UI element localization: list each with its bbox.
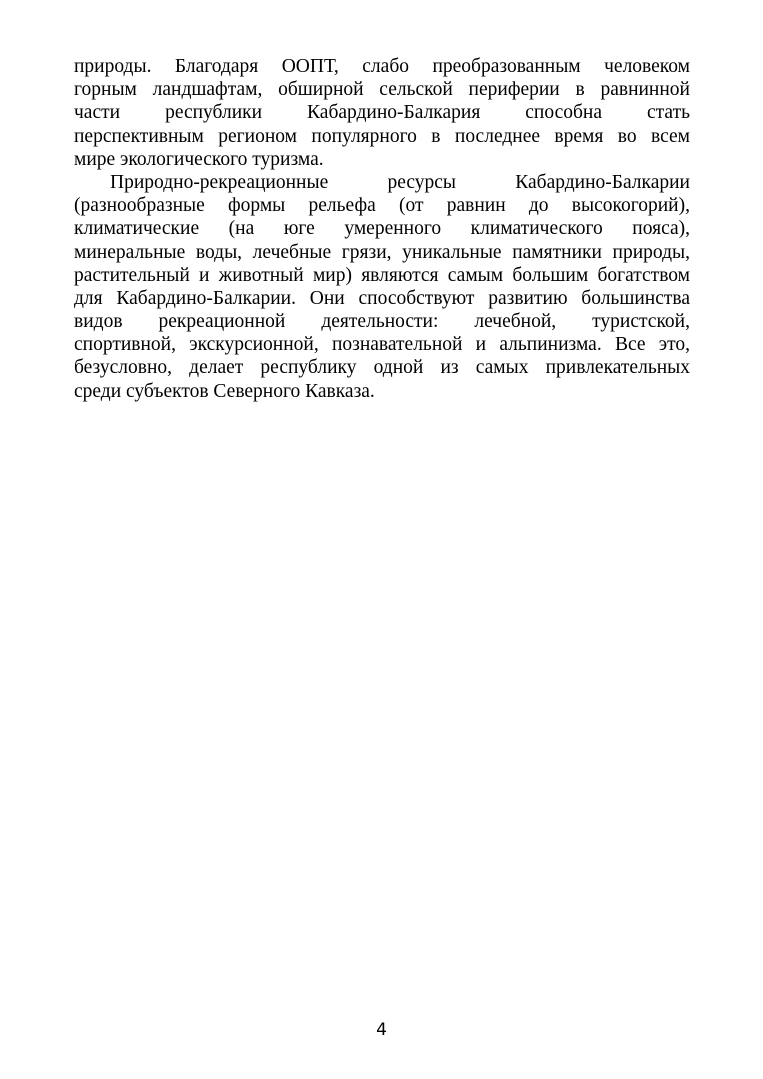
paragraph-line: безусловно, делает республику одной из самых привлекательных xyxy=(74,357,690,379)
paragraph-line: части республики Кабардино-Балкария способна стать xyxy=(74,102,690,124)
paragraph-line: горным ландшафтам, обширной сельской периферии в равнинной xyxy=(74,79,690,101)
paragraph-line: климатические (на юге умеренного климатического пояса), xyxy=(74,218,690,240)
paragraph-line: природы. Благодаря ООПТ, слабо преобразованным человеком xyxy=(74,56,690,77)
document-body xyxy=(74,55,690,403)
paragraph-line: для Кабардино-Балкарии. Они способствуют развитию большинства xyxy=(74,287,690,309)
paragraph-line: среди субъектов Северного Кавказа. xyxy=(74,380,375,402)
page-number: 4 xyxy=(376,1020,387,1040)
paragraph-line: минеральные воды, лечебные грязи, уникальные памятники природы, xyxy=(74,241,690,263)
paragraph-line: перспективным регионом популярного в последнее время во всем xyxy=(74,125,690,147)
paragraph-line: Природно-рекреационные ресурсы Кабардино-Балкарии xyxy=(110,171,690,193)
paragraph-line: видов рекреационной деятельности: лечебной, туристской, xyxy=(74,311,690,333)
paragraph-1 xyxy=(74,55,690,171)
paragraph-line: (разнообразные формы рельефа (от равнин до высокогорий), xyxy=(74,195,690,217)
paragraph-line: спортивной, экскурсионной, познавательной и альпинизма. Все это, xyxy=(74,334,690,356)
paragraph-2 xyxy=(74,171,690,403)
paragraph-line: мире экологического туризма. xyxy=(74,148,324,170)
paragraph-line: растительный и животный мир) являются самым большим богатством xyxy=(74,264,690,286)
